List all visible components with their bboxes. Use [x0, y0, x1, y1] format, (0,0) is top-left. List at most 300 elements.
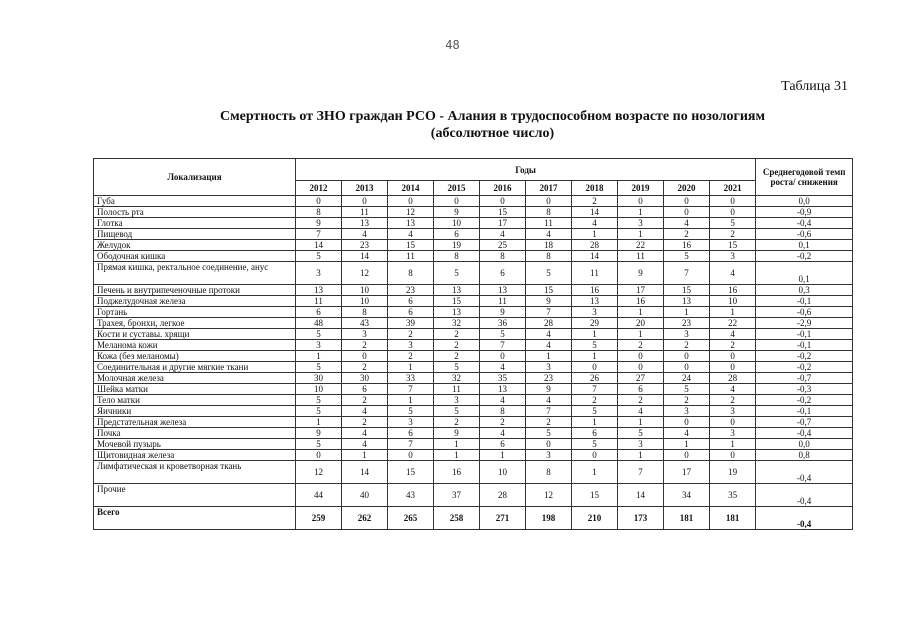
cell-2017: 11	[526, 218, 572, 229]
cell-2017: 4	[526, 395, 572, 406]
cell-2019: 11	[618, 251, 664, 262]
cell-2016: 2	[480, 417, 526, 428]
cell-2017: 4	[526, 329, 572, 340]
cell-2014: 11	[388, 251, 434, 262]
table-row	[94, 262, 853, 285]
cell-2019: 1	[618, 417, 664, 428]
cell-2018: 5	[572, 340, 618, 351]
cell-2020: 34	[664, 484, 710, 507]
cell-2019: 1	[618, 450, 664, 461]
cell-2017: 4	[526, 229, 572, 240]
cell-2019: 6	[618, 384, 664, 395]
table-row	[94, 229, 853, 240]
cell-2013: 14	[342, 251, 388, 262]
cell-2014: 13	[388, 218, 434, 229]
row-localization: Глотка	[94, 218, 296, 229]
row-localization: Кожа (без меланомы)	[94, 351, 296, 362]
cell-2020: 1	[664, 307, 710, 318]
cell-2019: 3	[618, 218, 664, 229]
cell-2015: 5	[434, 406, 480, 417]
table-row	[94, 240, 853, 251]
cell-2016: 0	[480, 196, 526, 207]
cell-2015: 5	[434, 362, 480, 373]
cell-2018: 15	[572, 484, 618, 507]
header-year-2021: 2021	[710, 181, 756, 196]
row-rate: -0,1	[756, 406, 853, 417]
cell-2017: 9	[526, 384, 572, 395]
row-rate: -0,1	[756, 340, 853, 351]
cell-2017: 8	[526, 207, 572, 218]
cell-2017: 0	[526, 196, 572, 207]
cell-2019: 9	[618, 262, 664, 285]
row-rate: 0,0	[756, 196, 853, 207]
cell-2018: 28	[572, 240, 618, 251]
cell-2018: 0	[572, 362, 618, 373]
cell-2015: 11	[434, 384, 480, 395]
cell-2017: 5	[526, 428, 572, 439]
cell-2020: 3	[664, 329, 710, 340]
row-localization: Гортань	[94, 307, 296, 318]
cell-2016: 4	[480, 395, 526, 406]
cell-2013: 6	[342, 384, 388, 395]
cell-2018: 0	[572, 450, 618, 461]
cell-2018: 16	[572, 285, 618, 296]
table-row	[94, 484, 853, 507]
cell-2014: 1	[388, 395, 434, 406]
table-row	[94, 461, 853, 484]
cell-2017: 2	[526, 417, 572, 428]
cell-2014: 7	[388, 439, 434, 450]
table-row	[94, 395, 853, 406]
cell-2014: 33	[388, 373, 434, 384]
cell-2014: 6	[388, 307, 434, 318]
cell-2014: 12	[388, 207, 434, 218]
row-rate: -0,4	[756, 218, 853, 229]
cell-2013: 262	[342, 507, 388, 530]
table-row	[94, 373, 853, 384]
row-rate: -0,4	[756, 507, 853, 530]
cell-2013: 4	[342, 428, 388, 439]
cell-2015: 9	[434, 207, 480, 218]
cell-2016: 271	[480, 507, 526, 530]
cell-2020: 0	[664, 196, 710, 207]
row-localization: Почка	[94, 428, 296, 439]
cell-2017: 0	[526, 439, 572, 450]
cell-2015: 19	[434, 240, 480, 251]
cell-2020: 0	[664, 362, 710, 373]
cell-2021: 0	[710, 362, 756, 373]
cell-2021: 35	[710, 484, 756, 507]
cell-2018: 29	[572, 318, 618, 329]
cell-2018: 13	[572, 296, 618, 307]
cell-2017: 7	[526, 307, 572, 318]
header-year-2014: 2014	[388, 181, 434, 196]
row-localization: Трахея, бронхи, легкое	[94, 318, 296, 329]
cell-2019: 1	[618, 207, 664, 218]
row-rate: 0,8	[756, 450, 853, 461]
cell-2013: 1	[342, 450, 388, 461]
cell-2013: 10	[342, 285, 388, 296]
cell-2016: 13	[480, 384, 526, 395]
cell-2018: 5	[572, 439, 618, 450]
row-rate: -0,9	[756, 207, 853, 218]
cell-2014: 2	[388, 351, 434, 362]
cell-2016: 1	[480, 450, 526, 461]
table-row	[94, 296, 853, 307]
cell-2012: 5	[296, 395, 342, 406]
row-rate: 0,3	[756, 285, 853, 296]
row-localization: Всего	[94, 507, 296, 530]
table-row	[94, 507, 853, 530]
cell-2017: 9	[526, 296, 572, 307]
table-row	[94, 285, 853, 296]
cell-2012: 11	[296, 296, 342, 307]
cell-2020: 2	[664, 340, 710, 351]
header-rate: Среднегодовой темп роста/ снижения	[756, 159, 853, 196]
cell-2016: 13	[480, 285, 526, 296]
cell-2021: 1	[710, 307, 756, 318]
cell-2015: 9	[434, 428, 480, 439]
cell-2014: 23	[388, 285, 434, 296]
cell-2020: 23	[664, 318, 710, 329]
cell-2016: 6	[480, 262, 526, 285]
cell-2016: 7	[480, 340, 526, 351]
cell-2013: 0	[342, 351, 388, 362]
cell-2020: 4	[664, 218, 710, 229]
cell-2016: 17	[480, 218, 526, 229]
cell-2017: 8	[526, 461, 572, 484]
cell-2015: 6	[434, 229, 480, 240]
cell-2019: 0	[618, 362, 664, 373]
row-rate: -0,6	[756, 307, 853, 318]
cell-2021: 5	[710, 218, 756, 229]
cell-2021: 15	[710, 240, 756, 251]
cell-2016: 4	[480, 428, 526, 439]
cell-2020: 0	[664, 450, 710, 461]
cell-2012: 10	[296, 384, 342, 395]
cell-2019: 22	[618, 240, 664, 251]
cell-2014: 6	[388, 428, 434, 439]
row-localization: Поджелудочная железа	[94, 296, 296, 307]
cell-2012: 1	[296, 417, 342, 428]
cell-2014: 43	[388, 484, 434, 507]
cell-2014: 39	[388, 318, 434, 329]
cell-2012: 6	[296, 307, 342, 318]
cell-2012: 13	[296, 285, 342, 296]
cell-2016: 4	[480, 229, 526, 240]
cell-2016: 28	[480, 484, 526, 507]
cell-2013: 2	[342, 395, 388, 406]
table-row	[94, 218, 853, 229]
cell-2016: 8	[480, 251, 526, 262]
cell-2014: 265	[388, 507, 434, 530]
cell-2017: 5	[526, 262, 572, 285]
cell-2012: 12	[296, 461, 342, 484]
cell-2013: 3	[342, 329, 388, 340]
table-row	[94, 251, 853, 262]
cell-2012: 5	[296, 406, 342, 417]
cell-2015: 2	[434, 417, 480, 428]
cell-2019: 0	[618, 351, 664, 362]
row-localization: Ободочная кишка	[94, 251, 296, 262]
cell-2018: 1	[572, 461, 618, 484]
cell-2016: 10	[480, 461, 526, 484]
cell-2021: 0	[710, 417, 756, 428]
cell-2021: 4	[710, 329, 756, 340]
cell-2017: 7	[526, 406, 572, 417]
row-rate: -0,2	[756, 351, 853, 362]
cell-2016: 0	[480, 351, 526, 362]
cell-2019: 4	[618, 406, 664, 417]
cell-2018: 2	[572, 395, 618, 406]
cell-2019: 17	[618, 285, 664, 296]
table-row	[94, 329, 853, 340]
cell-2018: 5	[572, 406, 618, 417]
cell-2019: 16	[618, 296, 664, 307]
cell-2021: 0	[710, 207, 756, 218]
header-year-2020: 2020	[664, 181, 710, 196]
cell-2014: 1	[388, 362, 434, 373]
cell-2016: 8	[480, 406, 526, 417]
cell-2019: 27	[618, 373, 664, 384]
cell-2014: 15	[388, 461, 434, 484]
cell-2013: 4	[342, 229, 388, 240]
cell-2015: 32	[434, 318, 480, 329]
cell-2017: 3	[526, 362, 572, 373]
row-rate: -0,1	[756, 296, 853, 307]
cell-2016: 36	[480, 318, 526, 329]
header-year-2019: 2019	[618, 181, 664, 196]
header-year-2012: 2012	[296, 181, 342, 196]
row-localization: Мочевой пузырь	[94, 439, 296, 450]
row-localization: Щитовидная железа	[94, 450, 296, 461]
cell-2015: 3	[434, 395, 480, 406]
table-row	[94, 384, 853, 395]
row-rate: -0,3	[756, 384, 853, 395]
cell-2012: 5	[296, 362, 342, 373]
cell-2021: 16	[710, 285, 756, 296]
cell-2015: 1	[434, 450, 480, 461]
cell-2014: 15	[388, 240, 434, 251]
row-localization: Соединительная и другие мягкие ткани	[94, 362, 296, 373]
cell-2013: 0	[342, 196, 388, 207]
cell-2015: 32	[434, 373, 480, 384]
cell-2014: 6	[388, 296, 434, 307]
cell-2014: 3	[388, 417, 434, 428]
cell-2013: 23	[342, 240, 388, 251]
table-row	[94, 406, 853, 417]
row-rate: -0,6	[756, 229, 853, 240]
cell-2017: 15	[526, 285, 572, 296]
cell-2013: 11	[342, 207, 388, 218]
row-rate: -0,2	[756, 251, 853, 262]
table-row	[94, 340, 853, 351]
cell-2014: 0	[388, 196, 434, 207]
cell-2019: 3	[618, 439, 664, 450]
row-localization: Прямая кишка, ректальное соединение, анус	[94, 262, 296, 285]
cell-2015: 2	[434, 351, 480, 362]
cell-2021: 19	[710, 461, 756, 484]
cell-2017: 23	[526, 373, 572, 384]
title-line-1: Смертность от ЗНО граждан РСО - Алания в трудоспособном возрасте по нозологиям	[219, 109, 766, 124]
cell-2013: 30	[342, 373, 388, 384]
cell-2019: 1	[618, 229, 664, 240]
cell-2012: 259	[296, 507, 342, 530]
cell-2013: 2	[342, 417, 388, 428]
cell-2017: 4	[526, 340, 572, 351]
cell-2012: 5	[296, 439, 342, 450]
cell-2020: 0	[664, 417, 710, 428]
cell-2020: 4	[664, 428, 710, 439]
cell-2013: 13	[342, 218, 388, 229]
cell-2021: 3	[710, 406, 756, 417]
cell-2021: 3	[710, 428, 756, 439]
cell-2020: 2	[664, 395, 710, 406]
cell-2015: 13	[434, 307, 480, 318]
row-rate: -0,4	[756, 484, 853, 507]
cell-2020: 2	[664, 229, 710, 240]
row-rate: -0,2	[756, 362, 853, 373]
cell-2012: 5	[296, 251, 342, 262]
cell-2015: 8	[434, 251, 480, 262]
cell-2019: 14	[618, 484, 664, 507]
cell-2017: 1	[526, 351, 572, 362]
row-rate: 0,0	[756, 439, 853, 450]
cell-2016: 4	[480, 362, 526, 373]
cell-2015: 16	[434, 461, 480, 484]
cell-2018: 1	[572, 229, 618, 240]
cell-2015: 0	[434, 196, 480, 207]
row-localization: Печень и внутрипеченочные протоки	[94, 285, 296, 296]
row-localization: Яичники	[94, 406, 296, 417]
cell-2015: 258	[434, 507, 480, 530]
cell-2020: 5	[664, 384, 710, 395]
cell-2014: 2	[388, 329, 434, 340]
table-row	[94, 318, 853, 329]
row-rate: -0,7	[756, 417, 853, 428]
cell-2018: 6	[572, 428, 618, 439]
page-number: 48	[445, 38, 460, 52]
row-localization: Тело матки	[94, 395, 296, 406]
cell-2021: 0	[710, 196, 756, 207]
row-localization: Кости и суставы. хрящи	[94, 329, 296, 340]
cell-2018: 4	[572, 218, 618, 229]
cell-2019: 1	[618, 329, 664, 340]
cell-2012: 48	[296, 318, 342, 329]
row-rate: 0,1	[756, 262, 853, 285]
cell-2018: 1	[572, 417, 618, 428]
cell-2019: 20	[618, 318, 664, 329]
row-localization: Шейка матки	[94, 384, 296, 395]
cell-2020: 3	[664, 406, 710, 417]
cell-2012: 44	[296, 484, 342, 507]
cell-2018: 3	[572, 307, 618, 318]
cell-2021: 2	[710, 229, 756, 240]
cell-2015: 2	[434, 329, 480, 340]
header-year-2013: 2013	[342, 181, 388, 196]
cell-2020: 16	[664, 240, 710, 251]
cell-2017: 8	[526, 251, 572, 262]
cell-2016: 9	[480, 307, 526, 318]
cell-2013: 12	[342, 262, 388, 285]
cell-2020: 1	[664, 439, 710, 450]
table-row	[94, 450, 853, 461]
cell-2019: 2	[618, 395, 664, 406]
row-localization: Полость рта	[94, 207, 296, 218]
row-rate: -0,4	[756, 461, 853, 484]
cell-2014: 5	[388, 406, 434, 417]
cell-2017: 12	[526, 484, 572, 507]
header-year-2017: 2017	[526, 181, 572, 196]
cell-2021: 181	[710, 507, 756, 530]
cell-2018: 14	[572, 207, 618, 218]
cell-2013: 2	[342, 340, 388, 351]
row-rate: -2,9	[756, 318, 853, 329]
cell-2021: 10	[710, 296, 756, 307]
table-row	[94, 362, 853, 373]
table-row	[94, 207, 853, 218]
cell-2013: 40	[342, 484, 388, 507]
cell-2021: 2	[710, 395, 756, 406]
cell-2017: 3	[526, 450, 572, 461]
cell-2021: 28	[710, 373, 756, 384]
cell-2012: 30	[296, 373, 342, 384]
cell-2020: 15	[664, 285, 710, 296]
row-localization: Меланома кожи	[94, 340, 296, 351]
cell-2021: 3	[710, 251, 756, 262]
cell-2018: 7	[572, 384, 618, 395]
cell-2021: 0	[710, 450, 756, 461]
row-rate: -0,2	[756, 395, 853, 406]
cell-2014: 0	[388, 450, 434, 461]
row-rate: -0,1	[756, 329, 853, 340]
cell-2015: 1	[434, 439, 480, 450]
row-localization: Губа	[94, 196, 296, 207]
cell-2015: 37	[434, 484, 480, 507]
row-rate: 0,1	[756, 240, 853, 251]
cell-2021: 1	[710, 439, 756, 450]
cell-2015: 13	[434, 285, 480, 296]
row-localization: Молочная железа	[94, 373, 296, 384]
cell-2015: 2	[434, 340, 480, 351]
cell-2020: 17	[664, 461, 710, 484]
title-line-2: (абсолютное число)	[430, 126, 555, 141]
cell-2020: 5	[664, 251, 710, 262]
cell-2019: 2	[618, 340, 664, 351]
cell-2019: 173	[618, 507, 664, 530]
cell-2018: 11	[572, 262, 618, 285]
cell-2016: 5	[480, 329, 526, 340]
cell-2020: 7	[664, 262, 710, 285]
cell-2017: 18	[526, 240, 572, 251]
row-localization: Пищевод	[94, 229, 296, 240]
cell-2020: 181	[664, 507, 710, 530]
cell-2021: 4	[710, 384, 756, 395]
row-rate: -0,7	[756, 373, 853, 384]
cell-2018: 14	[572, 251, 618, 262]
cell-2012: 9	[296, 428, 342, 439]
cell-2015: 15	[434, 296, 480, 307]
cell-2013: 43	[342, 318, 388, 329]
table-row	[94, 351, 853, 362]
cell-2018: 26	[572, 373, 618, 384]
table-row	[94, 196, 853, 207]
cell-2015: 10	[434, 218, 480, 229]
table-row	[94, 417, 853, 428]
header-year-2018: 2018	[572, 181, 618, 196]
row-localization: Предстательная железа	[94, 417, 296, 428]
cell-2016: 35	[480, 373, 526, 384]
